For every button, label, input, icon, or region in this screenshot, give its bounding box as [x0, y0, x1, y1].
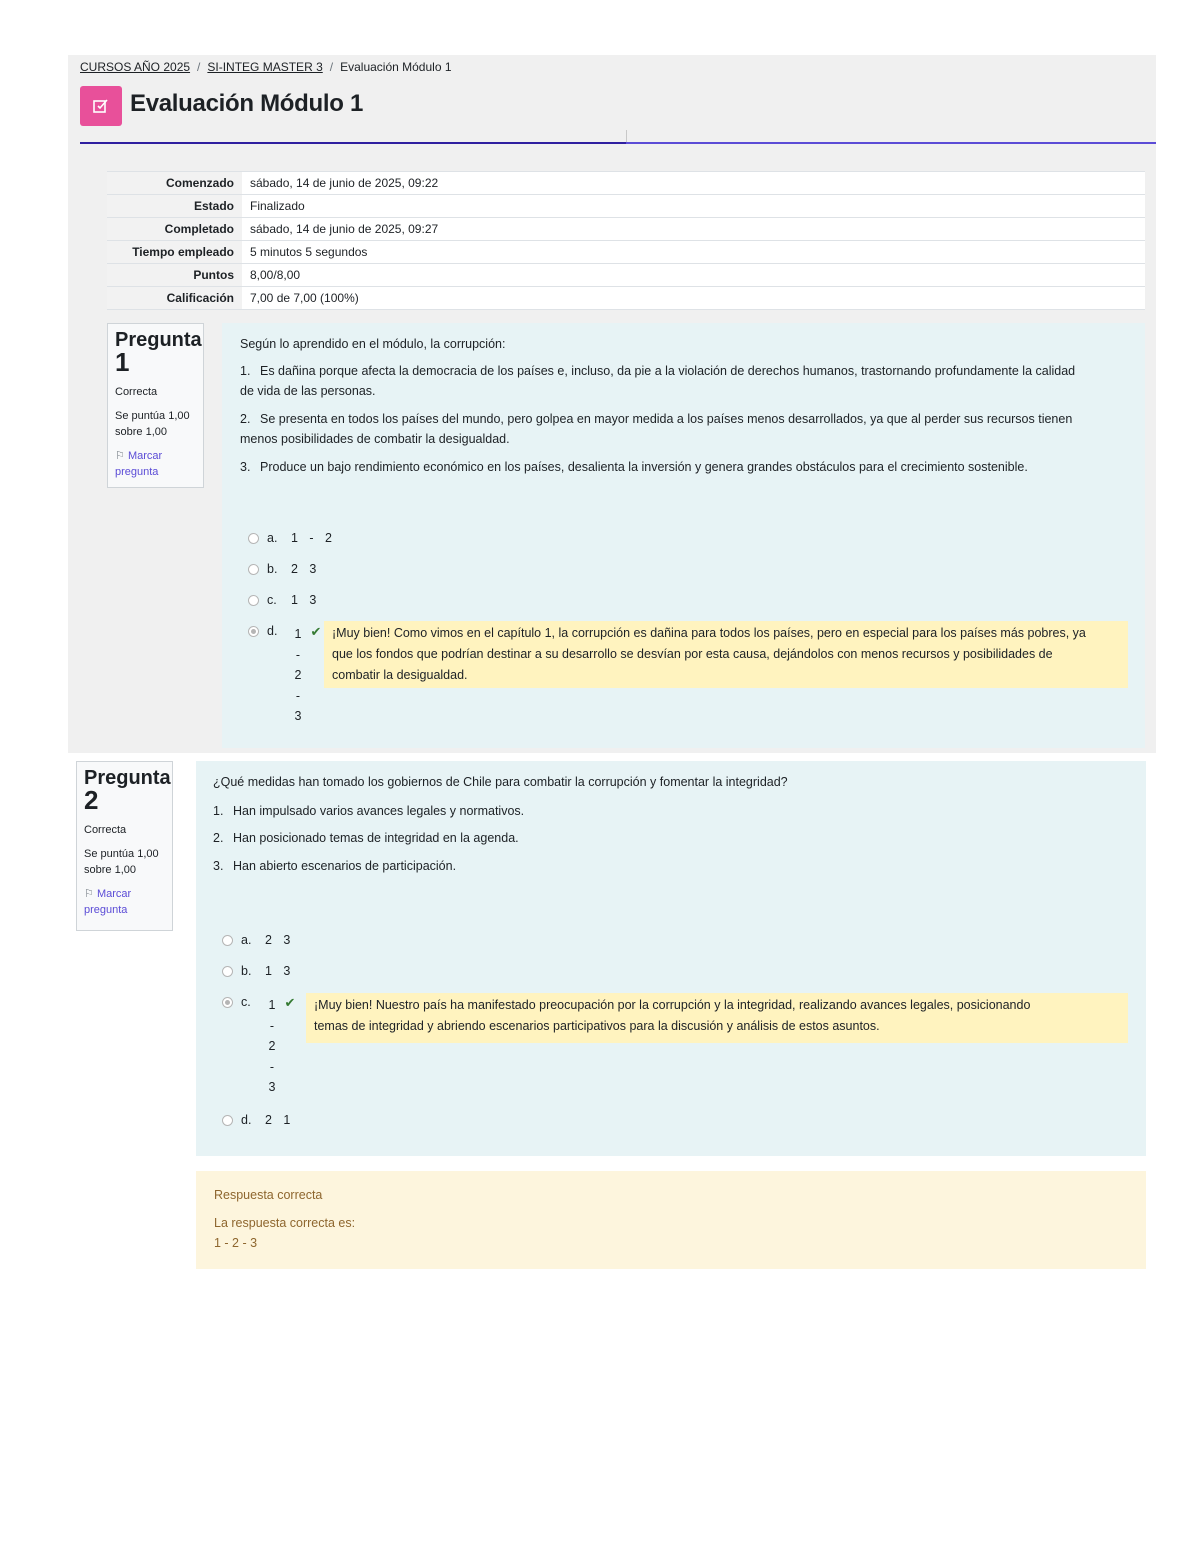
summary-row	[107, 172, 1145, 195]
question-info-2	[76, 761, 173, 931]
summary-label: Estado	[107, 195, 242, 218]
answer-option-b[interactable]	[222, 964, 290, 978]
statement-item	[240, 361, 1130, 401]
statement-text: Produce un bajo rendimiento económico en los países, desalienta la inversión y genera grandes obstáculos para el crecimiento sostenible.	[260, 460, 1028, 474]
option-text-stack	[265, 995, 279, 1098]
breadcrumb	[80, 60, 452, 74]
summary-label: Tiempo empleado	[107, 241, 242, 264]
statement-item	[240, 457, 1130, 477]
summary-value: 5 minutos 5 segundos	[242, 241, 1145, 264]
summary-label: Calificación	[107, 287, 242, 310]
statement-item	[213, 828, 519, 848]
grade-text: Se puntúa 1,00	[84, 848, 159, 860]
summary-value: 7,00 de 7,00 (100%)	[242, 287, 1145, 310]
option-letter: d.	[267, 624, 278, 638]
summary-value: 8,00/8,00	[242, 264, 1145, 287]
question-number: 2	[84, 785, 99, 815]
statement-number: 1.	[240, 364, 251, 378]
radio-button[interactable]	[248, 564, 259, 575]
summary-row	[107, 287, 1145, 310]
option-text: 2 3	[291, 562, 317, 576]
summary-label: Comenzado	[107, 172, 242, 195]
question-number: 1	[115, 347, 130, 377]
flag-question-link[interactable]	[115, 448, 196, 480]
statement-number: 3.	[240, 460, 251, 474]
statement-item	[213, 856, 456, 876]
flag-text: pregunta	[115, 466, 159, 478]
question-info-1	[107, 323, 204, 488]
statement-text: de vida de las personas.	[240, 384, 376, 398]
radio-button[interactable]	[222, 966, 233, 977]
answer-option-a[interactable]	[248, 531, 332, 545]
summary-row	[107, 264, 1145, 287]
statement-text: Han abierto escenarios de participación.	[233, 859, 457, 873]
option-letter: b.	[267, 562, 278, 576]
flag-icon: ⚐	[84, 888, 94, 900]
option-text: 1	[294, 627, 302, 641]
breadcrumb-separator: /	[197, 60, 201, 74]
summary-label: Completado	[107, 218, 242, 241]
option-text: 2 1	[265, 1113, 291, 1127]
outcome-status: Respuesta correcta	[214, 1188, 323, 1202]
statement-number: 2.	[240, 412, 251, 426]
breadcrumb-course[interactable]: SI-INTEG MASTER 3	[207, 60, 323, 74]
question-state: Correcta	[115, 386, 158, 398]
statement-number: 2.	[213, 831, 224, 845]
answer-option-c[interactable]	[222, 995, 301, 1098]
option-text: 2	[294, 668, 302, 682]
summary-row	[107, 195, 1145, 218]
option-text: 1	[268, 998, 276, 1012]
correct-check-icon: ✔	[284, 995, 296, 1010]
grade-text: sobre 1,00	[115, 426, 167, 438]
summary-label: Puntos	[107, 264, 242, 287]
option-letter: c.	[241, 995, 251, 1009]
grade-text: sobre 1,00	[84, 864, 136, 876]
option-text: 3	[294, 709, 302, 723]
feedback-text: ¡Muy bien! Como vimos en el capítulo 1, la corrupción es dañina para todos los países, pero en especial para los países más pobres, ya	[332, 626, 1086, 640]
feedback-text: temas de integridad y abriendo escenarios participativos para la discusión y análisis de estos asuntos.	[314, 1019, 880, 1033]
answer-option-d[interactable]	[248, 624, 327, 727]
question-prompt: Según lo aprendido en el módulo, la corrupción:	[240, 337, 506, 351]
radio-button-selected[interactable]	[248, 626, 259, 637]
statement-number: 3.	[213, 859, 224, 873]
flag-text: pregunta	[84, 904, 128, 916]
flag-text: Marcar	[96, 888, 132, 900]
statement-number: 1.	[213, 804, 224, 818]
radio-button[interactable]	[248, 533, 259, 544]
statement-text: menos posibilidades de combatir la desigualdad.	[240, 432, 510, 446]
option-text-stack	[291, 624, 305, 727]
option-letter: d.	[241, 1113, 252, 1127]
summary-value: sábado, 14 de junio de 2025, 09:27	[242, 218, 1145, 241]
option-text: -	[269, 1018, 275, 1033]
statement-item	[240, 409, 1130, 449]
grade-text: Se puntúa 1,00	[115, 410, 190, 422]
option-text: 2	[268, 1039, 276, 1053]
attempt-summary-table	[107, 171, 1145, 310]
flag-icon: ⚐	[115, 450, 125, 462]
statement-item	[213, 801, 524, 821]
option-letter: a.	[267, 531, 278, 545]
summary-value: Finalizado	[242, 195, 1145, 218]
radio-button[interactable]	[248, 595, 259, 606]
answer-option-a[interactable]	[222, 933, 290, 947]
summary-value: sábado, 14 de junio de 2025, 09:22	[242, 172, 1145, 195]
statement-text: Han posicionado temas de integridad en la agenda.	[233, 831, 519, 845]
page-title: Evaluación Módulo 1	[130, 90, 363, 117]
answer-option-b[interactable]	[248, 562, 316, 576]
question-outcome	[196, 1171, 1146, 1269]
option-text: -	[295, 688, 301, 703]
statement-text: Han impulsado varios avances legales y normativos.	[233, 804, 525, 818]
statement-text: Se presenta en todos los países del mundo, pero golpea en mayor medida a los países menos desarrollados, ya que al perder sus recursos tienen	[260, 412, 1073, 426]
option-text: 1 - 2	[291, 531, 333, 545]
nav-underline-accent	[626, 142, 1156, 144]
statement-text: Es dañina porque afecta la democracia de los países e, incluso, da pie a la violación de derechos humanos, trastornando profundamente la calidad	[260, 364, 1076, 378]
option-text: 2 3	[265, 933, 291, 947]
question-grade	[115, 408, 196, 440]
breadcrumb-separator: /	[329, 60, 334, 74]
correct-check-icon: ✔	[310, 624, 322, 639]
question-prompt: ¿Qué medidas han tomado los gobiernos de Chile para combatir la corrupción y fomentar la integridad?	[213, 775, 788, 789]
quiz-icon	[80, 86, 122, 126]
question-state: Correcta	[84, 824, 127, 836]
question-label: Pregunta	[84, 767, 171, 789]
summary-row	[107, 241, 1145, 264]
outcome-answer: 1 - 2 - 3	[214, 1236, 258, 1250]
question-content-2	[196, 761, 1146, 1156]
option-letter: b.	[241, 964, 252, 978]
question-content-1	[222, 323, 1145, 748]
option-text: 1 3	[265, 964, 291, 978]
radio-button-selected[interactable]	[222, 997, 233, 1008]
option-text: -	[295, 647, 301, 662]
outcome-intro: La respuesta correcta es:	[214, 1216, 356, 1230]
radio-button[interactable]	[222, 1115, 233, 1126]
flag-question-link[interactable]	[84, 886, 165, 918]
breadcrumb-courses[interactable]: CURSOS AÑO 2025	[80, 60, 191, 74]
tab-divider	[626, 130, 627, 142]
feedback-text: combatir la desigualdad.	[332, 668, 468, 682]
question-grade	[84, 846, 165, 878]
radio-button[interactable]	[222, 935, 233, 946]
option-text: 3	[268, 1080, 276, 1094]
summary-row	[107, 218, 1145, 241]
breadcrumb-current: Evaluación Módulo 1	[340, 60, 452, 74]
flag-text: Marcar	[127, 450, 163, 462]
specific-feedback	[324, 621, 1128, 688]
option-text: -	[269, 1059, 275, 1074]
feedback-text: que los fondos que podrían destinar a su desarrollo se desvían por esta causa, dejándolos con menos recursos y posibilidades de	[332, 647, 1053, 661]
option-letter: c.	[267, 593, 277, 607]
answer-option-c[interactable]	[248, 593, 316, 607]
nav-underline	[80, 142, 626, 144]
question-label: Pregunta	[115, 329, 202, 351]
option-text: 1 3	[291, 593, 317, 607]
specific-feedback	[306, 993, 1128, 1043]
answer-option-d[interactable]	[222, 1113, 290, 1127]
feedback-text: ¡Muy bien! Nuestro país ha manifestado preocupación por la corrupción y la integridad, realizando avances legales, posicionando	[314, 998, 1031, 1012]
option-letter: a.	[241, 933, 252, 947]
